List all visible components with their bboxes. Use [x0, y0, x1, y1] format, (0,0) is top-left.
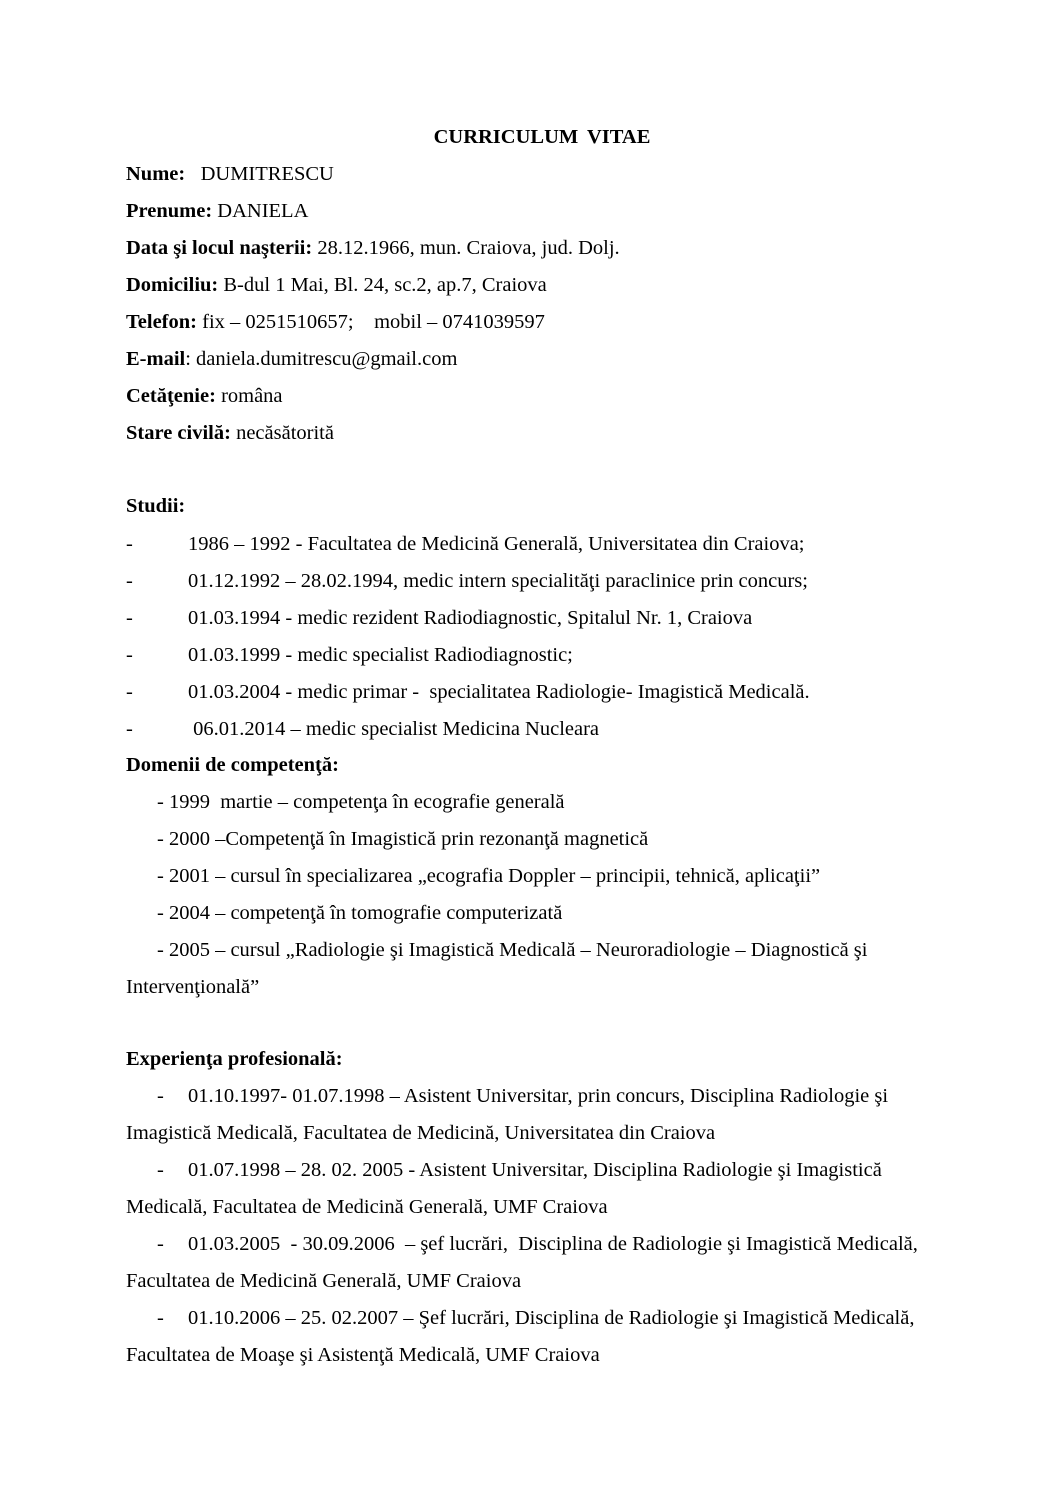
studies-item-text: 06.01.2014 – medic specialist Medicina Nucleara: [188, 718, 600, 740]
bullet-dash: -: [126, 533, 133, 555]
experience-item-line2: Facultatea de Moaşe şi Asistenţă Medicală, UMF Craiova: [126, 1344, 600, 1366]
firstname-row: [126, 199, 308, 223]
bullet-dash: -: [126, 644, 133, 666]
bullet-dash: -: [157, 1307, 164, 1329]
experience-item-line1: 01.10.2006 – 25. 02.2007 – Şef lucrări, Disciplina de Radiologie şi Imagistică Medicală,: [188, 1307, 915, 1329]
citizenship-row: [126, 384, 283, 408]
studies-item-text: 01.12.1992 – 28.02.1994, medic intern specialităţi paraclinice prin concurs;: [188, 570, 808, 592]
civil-status-row: [126, 421, 334, 445]
bullet-dash: -: [126, 681, 133, 703]
experience-heading: Experienţa profesională:: [126, 1048, 343, 1070]
experience-item-line2: Medicală, Facultatea de Medicină Generală, UMF Craiova: [126, 1196, 608, 1218]
civil-status-value: necăsătorită: [236, 422, 334, 444]
experience-item-line2: Facultatea de Medicină Generală, UMF Craiova: [126, 1270, 522, 1292]
citizenship-value: româna: [221, 385, 283, 407]
experience-item-line1: 01.07.1998 – 28. 02. 2005 - Asistent Universitar, Disciplina Radiologie şi Imagistică: [188, 1159, 882, 1181]
bullet-dash: -: [157, 1233, 164, 1255]
email-row: [126, 347, 457, 371]
document-title: CURRICULUM VITAE: [433, 126, 651, 148]
civil-status-label: Stare civilă:: [126, 422, 231, 444]
name-label: Nume:: [126, 163, 186, 185]
studies-item-text: 01.03.1994 - medic rezident Radiodiagnostic, Spitalul Nr. 1, Craiova: [188, 607, 753, 629]
address-value: B-dul 1 Mai, Bl. 24, sc.2, ap.7, Craiova: [223, 274, 547, 296]
competency-continuation: Intervenţională”: [126, 976, 260, 998]
bullet-dash: -: [126, 570, 133, 592]
bullet-dash: -: [157, 1159, 164, 1181]
bullet-dash: -: [126, 607, 133, 629]
name-value: DUMITRESCU: [200, 163, 334, 185]
competencies-heading: Domenii de competenţă:: [126, 754, 339, 776]
studies-item-text: 01.03.2004 - medic primar - specialitatea Radiologie- Imagistică Medicală.: [188, 681, 810, 703]
experience-item-line2: Imagistică Medicală, Facultatea de Medicină, Universitatea din Craiova: [126, 1122, 716, 1144]
bullet-dash: -: [157, 1085, 164, 1107]
studies-heading: Studii:: [126, 495, 186, 517]
name-row: [126, 162, 334, 186]
birth-label: Data şi locul naşterii:: [126, 237, 313, 259]
birth-value: 28.12.1966, mun. Craiova, jud. Dolj.: [317, 237, 620, 259]
firstname-label: Prenume:: [126, 200, 213, 222]
experience-item-line1: 01.10.1997- 01.07.1998 – Asistent Universitar, prin concurs, Disciplina Radiologie şi: [188, 1085, 889, 1107]
email-value: : daniela.dumitrescu@gmail.com: [185, 348, 458, 370]
firstname-value: DANIELA: [217, 200, 309, 222]
phone-value: fix – 0251510657; mobil – 0741039597: [202, 311, 545, 333]
phone-row: [126, 310, 545, 334]
studies-item-text: 1986 – 1992 - Facultatea de Medicină Generală, Universitatea din Craiova;: [188, 533, 805, 555]
phone-label: Telefon:: [126, 311, 197, 333]
email-label: E-mail: [126, 348, 186, 370]
competency-item: - 1999 martie – competenţa în ecografie generală: [157, 791, 565, 813]
competency-item: - 2005 – cursul „Radiologie şi Imagistică Medicală – Neuroradiologie – Diagnostică şi: [157, 939, 868, 961]
competency-item: - 2000 –Competenţă în Imagistică prin rezonanţă magnetică: [157, 828, 649, 850]
studies-item-text: 01.03.1999 - medic specialist Radiodiagnostic;: [188, 644, 573, 666]
birth-row: [126, 236, 620, 260]
address-label: Domiciliu:: [126, 274, 219, 296]
citizenship-label: Cetăţenie:: [126, 385, 216, 407]
competency-item: - 2004 – competenţă în tomografie computerizată: [157, 902, 563, 924]
experience-item-line1: 01.03.2005 - 30.09.2006 – şef lucrări, Disciplina de Radiologie şi Imagistică Medicală,: [188, 1233, 918, 1255]
address-row: [126, 273, 547, 297]
competency-item: - 2001 – cursul în specializarea „ecografia Doppler – principii, tehnică, aplicaţii”: [157, 865, 821, 887]
bullet-dash: -: [126, 718, 133, 740]
